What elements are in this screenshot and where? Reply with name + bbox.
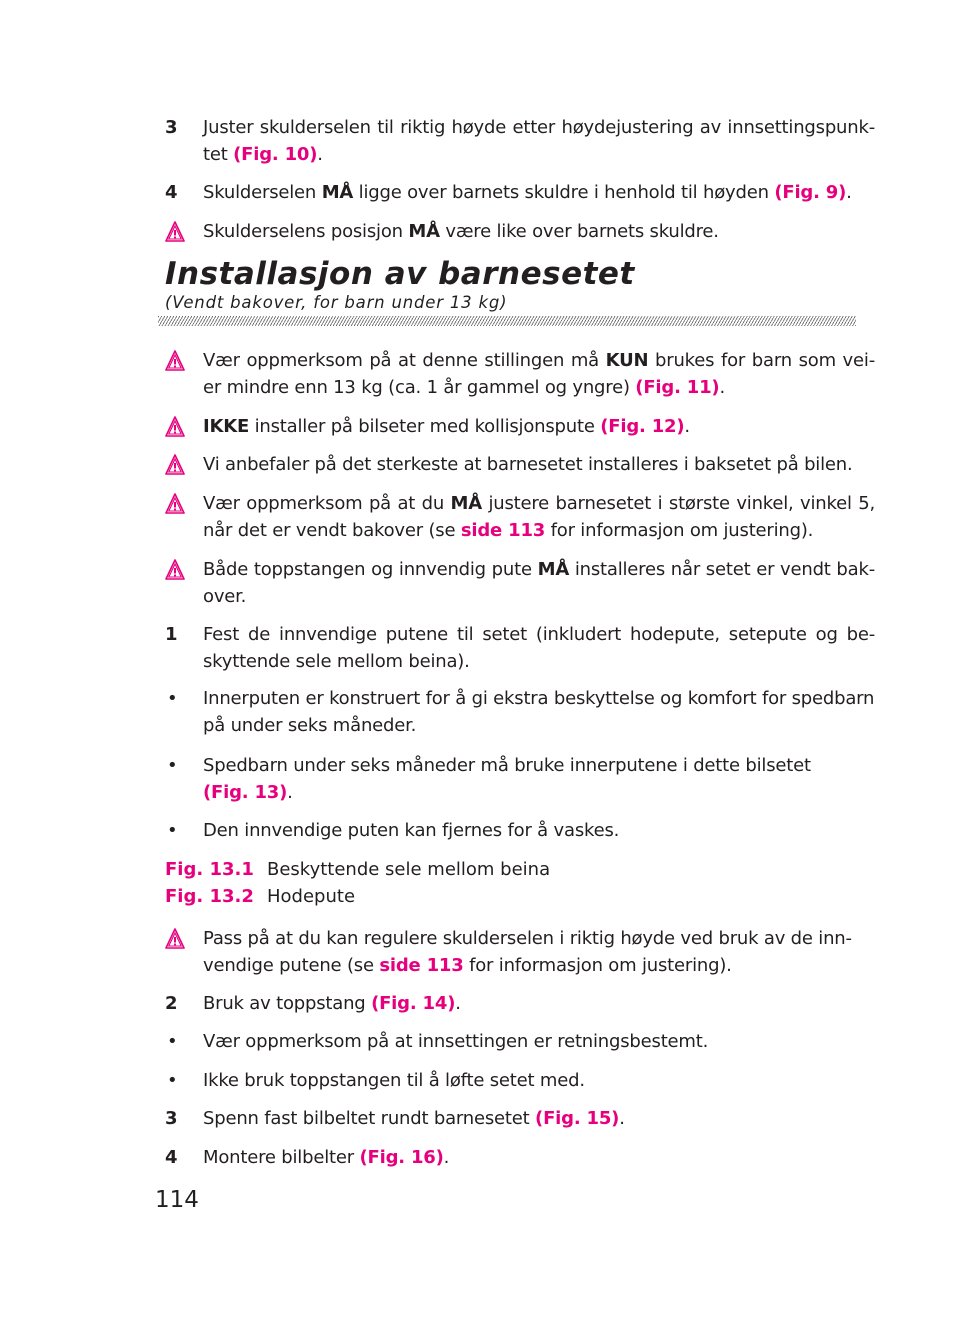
section-title: Installasjon av barnesetet	[165, 256, 635, 292]
warning-shoulder-with-cushions	[165, 926, 875, 979]
warning-text-post: for informasjon om justering).	[550, 519, 814, 541]
warning-triangle-icon	[165, 559, 185, 581]
warning-topbar-cushion	[165, 557, 875, 610]
warning-text-post: brukes for barn som vei-er mindre enn 13 kg (ca. 1 år gammel og yngre)	[203, 350, 875, 398]
step-4-shoulder-over: 4 Skulderselen MÅ ligge over barnets skuldre i henhold til høyden (Fig. 9).	[165, 180, 875, 207]
page-number: 114	[155, 1187, 199, 1213]
bullet-mark: •	[167, 688, 178, 709]
bullet-mark: •	[167, 1031, 178, 1052]
step-3-shoulder-adjust: 3 Juster skulderselen til riktig høyde etter høydejustering av innsettingspunk-tet (Fig. 10).	[165, 117, 875, 165]
bullet-text: Spedbarn under seks måneder må bruke innerputene i dette bilsetet	[203, 755, 811, 776]
bullet-washable	[165, 818, 875, 845]
figure-caption: Hodepute	[267, 886, 356, 907]
step-3-seatbelt: 3 Spenn fast bilbeltet rundt barnesetet (Fig. 15).	[165, 1106, 875, 1133]
emphasis: MÅ	[537, 559, 570, 580]
step-1-attach-cushions	[165, 622, 875, 675]
bullet-mark: •	[167, 755, 178, 776]
step-text: Bruk av toppstang	[203, 993, 366, 1014]
warning-triangle-icon	[165, 454, 185, 476]
bullet-no-lifting	[165, 1068, 875, 1095]
fig-ref[interactable]: (Fig. 13)	[203, 781, 288, 803]
bullet-infants: • Spedbarn under seks måneder må bruke innerputene i dette bilsetet (Fig. 13).	[167, 755, 811, 803]
fig-ref[interactable]: (Fig. 10)	[233, 143, 318, 165]
step-number: 2	[165, 993, 178, 1014]
emphasis: MÅ	[408, 221, 440, 242]
emphasis: MÅ	[450, 493, 482, 514]
step-text: Montere bilbelter	[203, 1147, 354, 1168]
step-number: 4	[165, 1147, 178, 1168]
warning-no-airbag: IKKE installer på bilseter med kollisjonspute (Fig. 12).	[165, 414, 875, 441]
step-number: 3	[165, 1108, 178, 1129]
page-link[interactable]: side 113	[460, 519, 546, 541]
step-text-pre: Skulderselen	[203, 182, 317, 203]
warning-only-under-13kg: Vær oppmerksom på at denne stillingen må KUN brukes for barn som vei-er mindre enn 13 kg (ca. 1 år gammel og yngre) (Fig. 11).	[165, 348, 875, 401]
step-text-post: ligge over barnets skuldre i henhold til høyden	[358, 182, 769, 203]
figure-legend-item	[165, 883, 550, 910]
fig-ref[interactable]: (Fig. 11)	[635, 376, 720, 398]
warning-text-post: for informasjon om justering).	[469, 954, 732, 976]
warning-recline-angle	[165, 491, 875, 544]
figure-label: Fig. 13.2	[165, 886, 254, 907]
bullet-text: Ikke bruk toppstangen til å løfte setet med.	[203, 1070, 585, 1091]
warning-back-seat	[165, 452, 875, 479]
warning-text-pre: Vær oppmerksom på at denne stillingen må	[203, 350, 600, 371]
warning-text: installer på bilseter med kollisjonspute	[254, 416, 595, 437]
step-2-topbar: 2 Bruk av toppstang (Fig. 14).	[165, 991, 875, 1018]
warning-triangle-icon	[165, 350, 185, 372]
figure-label: Fig. 13.1	[165, 859, 254, 880]
bullet-text: Den innvendige puten kan fjernes for å vaskes.	[203, 820, 620, 841]
warning-text-pre: Pass på at du kan regulere skulderselen i riktig høyde ved bruk av de inn-vendige putene (se	[203, 928, 852, 976]
hatched-divider	[158, 316, 856, 326]
step-4-mount-belts: 4 Montere bilbelter (Fig. 16).	[165, 1145, 875, 1172]
warning-text-pre: Vær oppmerksom på at du	[203, 493, 445, 514]
fig-ref[interactable]: (Fig. 14)	[371, 993, 456, 1014]
section-subtitle: (Vendt bakover, for barn under 13 kg)	[165, 293, 508, 312]
warning-text-mid: justere barnesetet i største vinkel, vinkel 5, når det er vendt bakover (se	[203, 493, 875, 541]
bullet-mark: •	[167, 820, 178, 841]
emphasis: MÅ	[321, 182, 354, 203]
step-text: Spenn fast bilbeltet rundt barnesetet	[203, 1108, 530, 1129]
warning-triangle-icon	[165, 493, 185, 515]
bullet-text: Vær oppmerksom på at innsettingen er retningsbestemt.	[203, 1031, 709, 1052]
step-number: 1	[165, 624, 178, 645]
emphasis: IKKE	[203, 416, 250, 437]
warning-shoulder-position	[165, 219, 875, 246]
step-number: 4	[165, 182, 178, 203]
page-link[interactable]: side 113	[379, 954, 464, 976]
bullet-directional	[165, 1029, 875, 1056]
step-number: 3	[165, 117, 178, 138]
warning-text-pre: Skulderselens posisjon	[203, 221, 403, 242]
warning-text: Vi anbefaler på det sterkeste at barnesetet installeres i baksetet på bilen.	[203, 454, 853, 475]
fig-ref[interactable]: (Fig. 9)	[774, 182, 847, 203]
warning-triangle-icon	[165, 416, 185, 438]
emphasis: KUN	[605, 350, 649, 371]
bullet-text: Innerputen er konstruert for å gi ekstra beskyttelse og komfort for spedbarn på under seks måneder.	[203, 688, 875, 736]
bullet-mark: •	[167, 1070, 178, 1091]
fig-ref[interactable]: (Fig. 16)	[359, 1147, 444, 1168]
warning-text-post: være like over barnets skuldre.	[445, 221, 719, 242]
step-text: Fest de innvendige putene til setet (inkludert hodepute, setepute og be-skyttende sele mellom beina).	[203, 624, 875, 672]
step-text: Juster skulderselen til riktig høyde etter høydejustering av innsettingspunk-tet	[203, 117, 875, 165]
warning-triangle-icon	[165, 928, 185, 950]
warning-text-post: installeres når setet er vendt bak-over.	[203, 559, 875, 607]
warning-text-pre: Både toppstangen og innvendig pute	[203, 559, 532, 580]
bullet-inner-cushion	[165, 686, 885, 739]
figure-legend	[165, 856, 550, 910]
fig-ref[interactable]: (Fig. 12)	[600, 416, 685, 437]
warning-triangle-icon	[165, 221, 185, 243]
figure-legend-item	[165, 856, 550, 883]
figure-caption: Beskyttende sele mellom beina	[267, 859, 551, 880]
fig-ref[interactable]: (Fig. 15)	[535, 1108, 620, 1129]
